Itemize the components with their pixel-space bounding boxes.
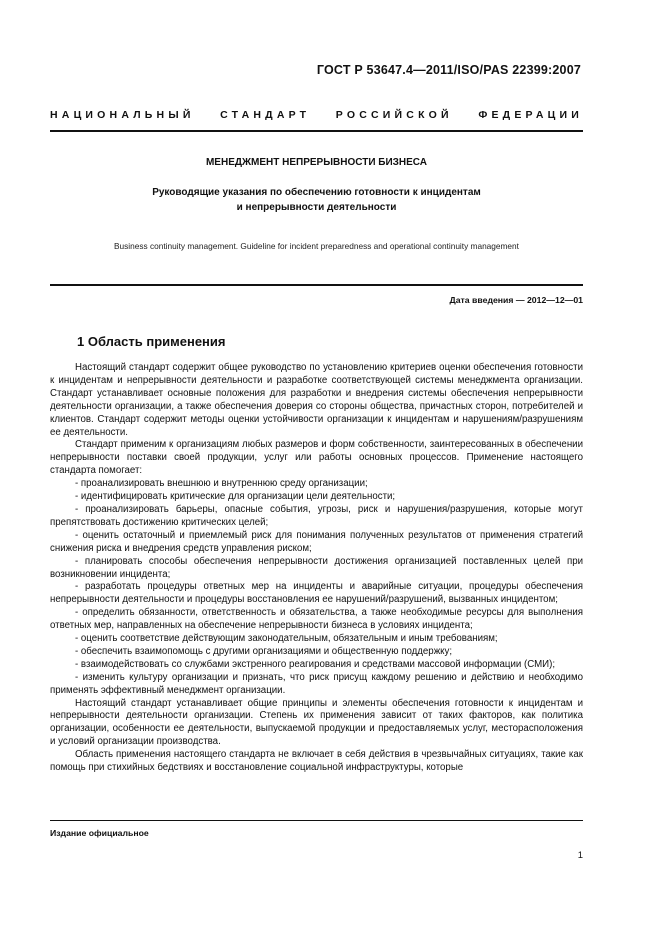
english-title: Business continuity management. Guideline for incident preparedness and operational continuity management	[114, 241, 519, 251]
list-item: - разработать процедуры ответных мер на инциденты и аварийные ситуации, процедуры обеспечения непрерывности деятельности и процедуры восстановления ее нарушений/разрушений, вызванных инцидентом;	[50, 581, 583, 606]
document-title: МЕНЕДЖМЕНТ НЕПРЕРЫВНОСТИ БИЗНЕСА	[205, 157, 428, 168]
banner-word: ФЕДЕРАЦИИ	[478, 109, 583, 121]
banner-word: СТАНДАРТ	[220, 109, 311, 121]
list-item: - планировать способы обеспечения непрерывности достижения организацией поставленных целей при возникновении инцидента;	[50, 555, 583, 580]
official-edition-label: Издание официальное	[50, 828, 149, 838]
list-item: - проанализировать внешнюю и внутреннюю среду организации;	[75, 478, 368, 490]
subtitle-line-1: Руководящие указания по обеспечению готовности к инцидентам	[152, 187, 481, 198]
footer-divider	[50, 820, 583, 821]
section-body	[50, 362, 583, 775]
subtitle-line-2: и непрерывности деятельности	[236, 202, 397, 213]
list-item: - проанализировать барьеры, опасные события, угрозы, риск и нарушения/разрушения, которые могут препятствовать достижению критических целей;	[50, 503, 583, 528]
banner-word: РОССИЙСКОЙ	[335, 109, 453, 121]
list-item: - взаимодействовать со службами экстренного реагирования и средствами массовой информации (СМИ);	[75, 658, 556, 670]
bottom-divider	[50, 284, 583, 286]
list-item: - изменить культуру организации и признать, что риск присущ каждому решению и действию и необходимо применять эффективный менеджмент организации.	[50, 671, 583, 696]
banner-word: НАЦИОНАЛЬНЫЙ	[50, 109, 195, 121]
list-item: - оценить остаточный и приемлемый риск для понимания полученных результатов от применения стратегий снижения риска и внедрения средств управления риском;	[50, 529, 583, 554]
list-item: - оценить соответствие действующим законодательным, обязательным и иным требованиям;	[75, 633, 498, 645]
paragraph: Стандарт применим к организациям любых размеров и форм собственности, заинтересованных в обеспечении непрерывности поставки своей продукции, услуг или работы основных процессов. Применение настоящего стандарта помогает:	[50, 439, 583, 477]
top-divider	[50, 130, 583, 132]
list-item: - определить обязанности, ответственность и обязательства, а также необходимые ресурсы для выполнения ответных мер, направленных на обеспечение непрерывности бизнеса в условиях инцидента;	[50, 607, 583, 632]
national-standard-banner	[50, 109, 583, 121]
section-heading: 1 Область применения	[77, 334, 226, 349]
introduction-date: Дата введения — 2012—12—01	[449, 295, 583, 305]
gost-code: ГОСТ Р 53647.4—2011/ISO/PAS 22399:2007	[316, 63, 581, 77]
paragraph: Настоящий стандарт содержит общее руководство по установлению критериев оценки обеспечения готовности к инцидентам и непрерывности деятельности и разработке соответствующей системы менеджмента организации. Стандарт устанавливает основные положения для разработки и внедрения системы обеспечения непрерывности деятельности организации, а также обеспечения доверия со стороны общества, причастных сторон, потребителей и клиентов. Стандарт содержит методы оценки устойчивости организации к инцидентам и нарушениям/разрушениям ее деятельности.	[50, 362, 583, 438]
paragraph: Настоящий стандарт устанавливает общие принципы и элементы обеспечения готовности к инцидентам и непрерывности деятельности организации. Степень их применения зависит от таких факторов, как политика организации, особенности ее деятельности, выпускаемой продукции и предоставляемых услуг, месторасположения и условий организации производства.	[50, 697, 583, 748]
list-item: - обеспечить взаимопомощь с другими организациями и общественную поддержку;	[75, 645, 453, 657]
paragraph: Область применения настоящего стандарта не включает в себя действия в чрезвычайных ситуациях, такие как помощь при стихийных бедствиях и восстановление социальной инфраструктуры, которые	[50, 749, 583, 774]
document-subtitle	[50, 185, 583, 215]
list-item: - идентифицировать критические для организации цели деятельности;	[75, 491, 396, 503]
page-number: 1	[577, 850, 583, 861]
